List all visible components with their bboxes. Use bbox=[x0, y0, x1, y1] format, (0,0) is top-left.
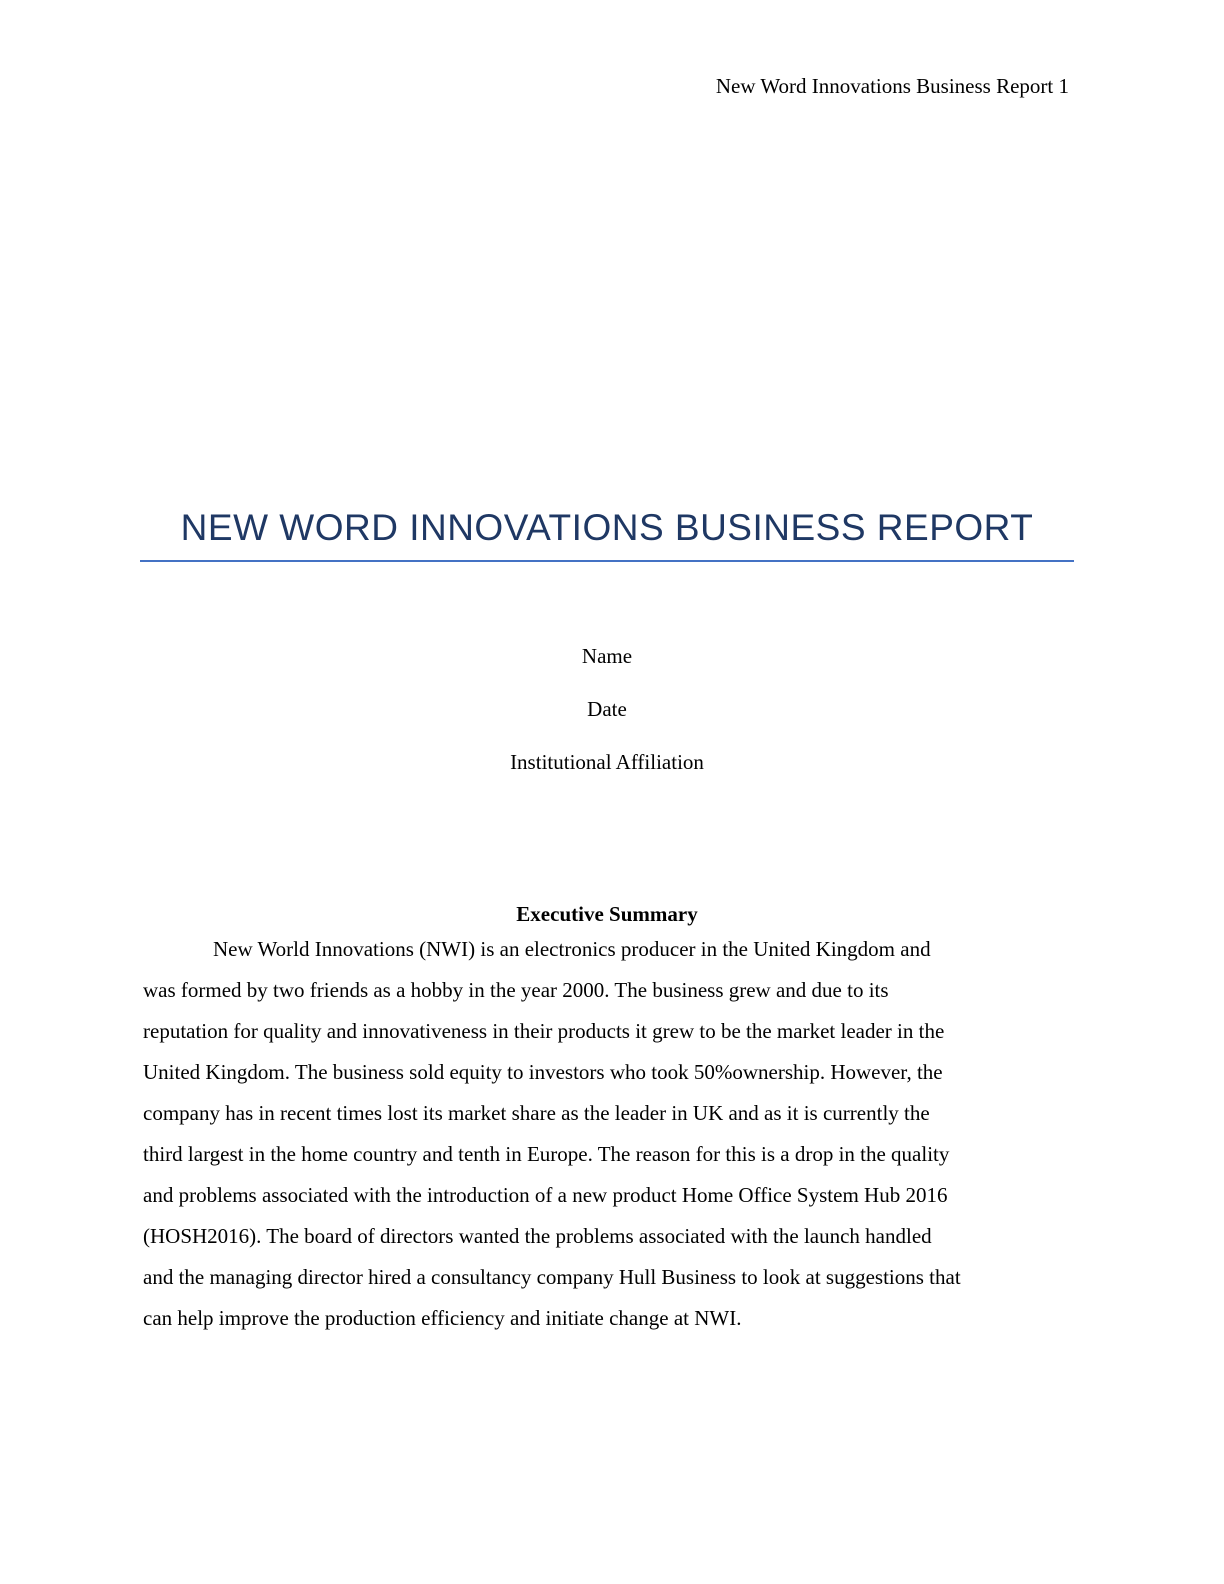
report-title: NEW WORD INNOVATIONS BUSINESS REPORT bbox=[180, 507, 1034, 548]
executive-summary-heading: Executive Summary bbox=[516, 902, 698, 926]
summary-line: (HOSH2016). The board of directors wanted the problems associated with the launch handled bbox=[143, 1224, 932, 1248]
author-block bbox=[140, 643, 1074, 802]
executive-summary-body bbox=[143, 929, 1077, 1339]
summary-line: New World Innovations (NWI) is an electronics producer in the United Kingdom and bbox=[213, 937, 931, 961]
author-date: Date bbox=[587, 697, 627, 721]
summary-line: third largest in the home country and tenth in Europe. The reason for this is a drop in the quality bbox=[143, 1142, 950, 1166]
summary-line: company has in recent times lost its market share as the leader in UK and as it is currently the bbox=[143, 1101, 930, 1125]
author-name: Name bbox=[581, 644, 633, 668]
summary-line: and problems associated with the introduction of a new product Home Office System Hub 2016 bbox=[143, 1183, 948, 1207]
summary-line: can help improve the production efficiency and initiate change at NWI. bbox=[143, 1306, 742, 1330]
summary-line: United Kingdom. The business sold equity to investors who took 50%ownership. However, the bbox=[143, 1060, 943, 1084]
summary-line: was formed by two friends as a hobby in the year 2000. The business grew and due to its bbox=[143, 978, 889, 1002]
summary-line: and the managing director hired a consultancy company Hull Business to look at suggestions that bbox=[143, 1265, 961, 1289]
title-divider bbox=[140, 560, 1074, 562]
author-affiliation: Institutional Affiliation bbox=[510, 750, 704, 774]
title-block bbox=[140, 500, 1074, 562]
running-head: New Word Innovations Business Report 1 bbox=[715, 74, 1069, 98]
summary-line: reputation for quality and innovativeness in their products it grew to be the market leader in the bbox=[143, 1019, 945, 1043]
